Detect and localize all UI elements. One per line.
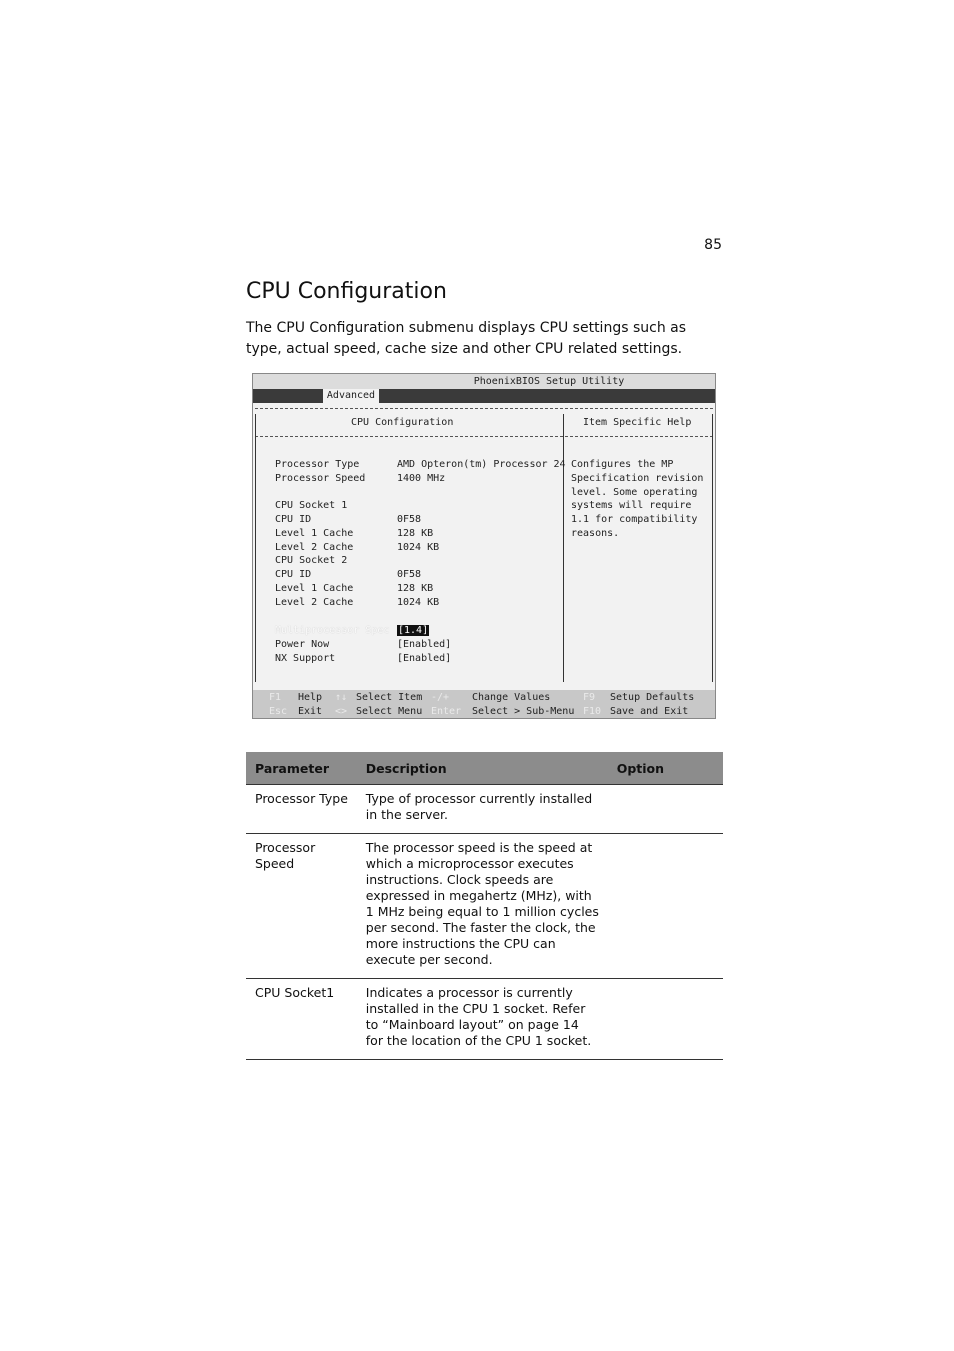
f10-action: Save and Exit [610, 706, 689, 717]
esc-key: Esc [269, 706, 288, 717]
help-text-line: 1.1 for compatibility [571, 514, 698, 525]
help-text-line: Configures the MP [571, 459, 674, 470]
setting-label-power-now[interactable]: Power Now [275, 639, 330, 650]
plusminus-action: Change Values [472, 692, 551, 703]
bios-key-legend [253, 690, 715, 718]
description-cell: The processor speed is the speed at which a microprocessor executes instructions. Clock speeds are expressed in megahertz (MHz), with 1 MHz being equal to 1 million cycles per second. The faster the clock, the more instructions the CPU can execute per second. [357, 834, 608, 979]
page-number: 85 [704, 237, 722, 253]
bios-titlebar [253, 374, 715, 389]
column-header-parameter: Parameter [246, 752, 357, 785]
divider [255, 436, 713, 437]
table-row [246, 785, 723, 834]
f1-key: F1 [269, 692, 282, 703]
column-header-description: Description [357, 752, 608, 785]
setting-label: Processor Speed [275, 473, 366, 484]
f10-key: F10 [583, 706, 602, 717]
help-text-line: systems will require [571, 500, 692, 511]
setting-value-power-now[interactable]: [Enabled] [397, 639, 452, 650]
help-title: Item Specific Help [583, 417, 692, 428]
esc-action: Exit [298, 706, 323, 717]
section-title: CPU Configuration [246, 279, 447, 304]
setting-label: Level 1 Cache [275, 583, 354, 594]
divider [712, 414, 713, 682]
leftright-action: Select Menu [356, 706, 423, 717]
description-cell: Type of processor currently installed in the server. [357, 785, 608, 834]
setting-value: 128 KB [397, 583, 434, 594]
setting-label: Processor Type [275, 459, 360, 470]
setting-label: Level 2 Cache [275, 542, 354, 553]
parameter-cell: Processor Type [246, 785, 357, 834]
parameter-table [246, 752, 723, 1060]
bios-screenshot [252, 373, 716, 719]
f1-action: Help [298, 692, 323, 703]
table-row [246, 834, 723, 979]
setting-value: 128 KB [397, 528, 434, 539]
parameter-cell: Processor Speed [246, 834, 357, 979]
parameter-cell: CPU Socket1 [246, 979, 357, 1060]
table-header-row [246, 752, 723, 785]
bios-menubar [253, 389, 715, 403]
table-row [246, 979, 723, 1060]
setting-label-nx-support[interactable]: NX Support [275, 653, 336, 664]
divider [563, 414, 564, 682]
panel-title: CPU Configuration [351, 417, 454, 428]
setting-value-multiprocessor-spec[interactable]: [1.4] [398, 625, 429, 636]
divider [255, 408, 713, 409]
setting-value: 0F58 [397, 514, 422, 525]
divider [255, 414, 256, 682]
help-text-line: reasons. [571, 528, 620, 539]
description-cell: Indicates a processor is currently installed in the CPU 1 socket. Refer to “Mainboard layout” on page 14 for the location of the CPU 1 socket. [357, 979, 608, 1060]
setting-label: Level 2 Cache [275, 597, 354, 608]
leftright-key: <> [335, 706, 348, 717]
option-cell [608, 979, 723, 1060]
setting-label: CPU ID [275, 514, 312, 525]
setting-value: 1024 KB [397, 542, 440, 553]
intro-paragraph: The CPU Configuration submenu displays CPU settings such as type, actual speed, cache size and other CPU related settings. [246, 320, 687, 357]
setting-value-nx-support[interactable]: [Enabled] [397, 653, 452, 664]
help-text-line: level. Some operating [571, 487, 698, 498]
bios-title: PhoenixBIOS Setup Utility [473, 376, 625, 387]
setting-value: 0F58 [397, 569, 422, 580]
plusminus-key: -/+ [431, 692, 450, 703]
updown-action: Select Item [356, 692, 423, 703]
column-header-option: Option [608, 752, 723, 785]
updown-key: ↑↓ [335, 692, 348, 703]
tab-advanced[interactable]: Advanced [323, 389, 379, 403]
setting-label: CPU Socket 2 [275, 555, 348, 566]
f9-action: Setup Defaults [610, 692, 695, 703]
f9-key: F9 [583, 692, 596, 703]
setting-label: Level 1 Cache [275, 528, 354, 539]
option-cell [608, 785, 723, 834]
setting-label: CPU ID [275, 569, 312, 580]
enter-action: Select > Sub-Menu [472, 706, 575, 717]
enter-key: Enter [431, 706, 462, 717]
option-cell [608, 834, 723, 979]
setting-value: AMD Opteron(tm) Processor 24 [397, 459, 566, 470]
help-text-line: Specification revision [571, 473, 704, 484]
setting-label: CPU Socket 1 [275, 500, 348, 511]
setting-value: 1400 MHz [397, 473, 446, 484]
setting-label-multiprocessor-spec[interactable]: Multiprocessor Spec [275, 625, 390, 636]
setting-value: 1024 KB [397, 597, 440, 608]
